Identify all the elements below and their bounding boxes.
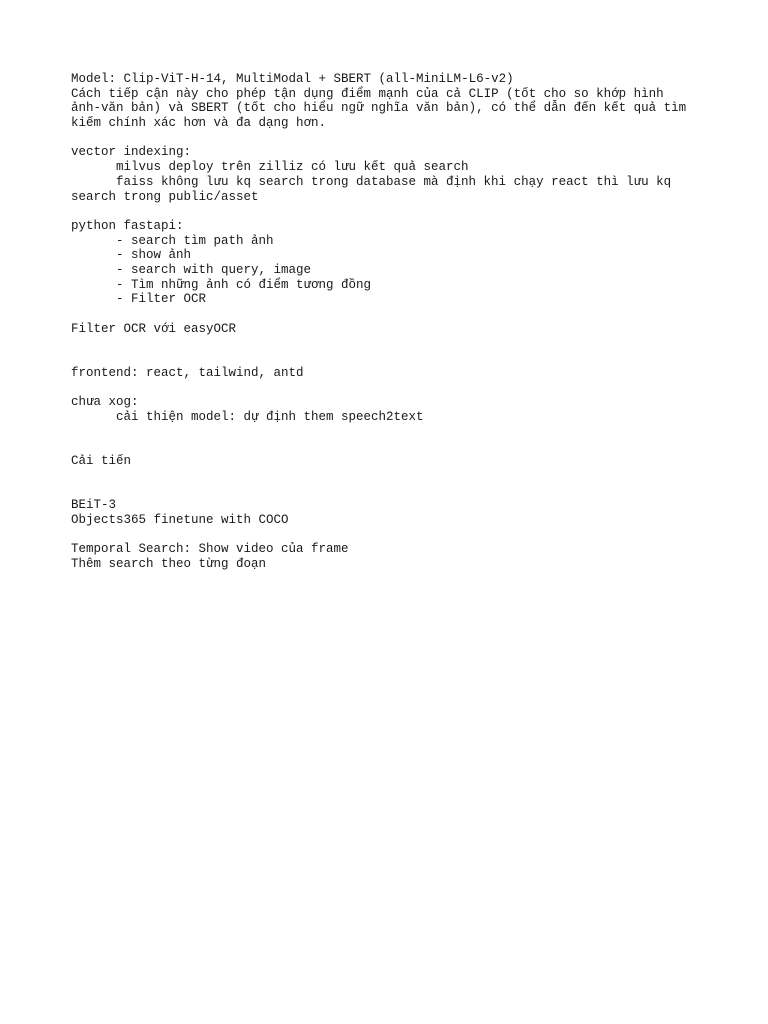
- spacer: [71, 469, 711, 498]
- faiss-note-continued: search trong public/asset: [71, 189, 259, 204]
- spacer: [71, 425, 711, 454]
- spacer: [71, 307, 711, 322]
- fastapi-item: - Tìm những ảnh có điểm tương đồng: [116, 277, 372, 292]
- model-description-line-2: ảnh-văn bản) và SBERT (tốt cho hiểu ngữ nghĩa văn bản), có thể dẫn đến kết quả tìm: [71, 101, 687, 116]
- ocr-line: Filter OCR với easyOCR: [71, 321, 237, 336]
- objects365-line: Objects365 finetune with COCO: [71, 512, 289, 527]
- segment-search-line: Thêm search theo từng đoạn: [71, 556, 267, 571]
- todo-heading: chưa xog:: [71, 395, 139, 410]
- vector-indexing-heading: vector indexing:: [71, 145, 192, 160]
- spacer: [71, 336, 711, 365]
- fastapi-heading: python fastapi:: [71, 218, 184, 233]
- spacer: [71, 131, 711, 146]
- milvus-note: milvus deploy trên zilliz có lưu kết quả search: [116, 160, 469, 175]
- fastapi-item: - Filter OCR: [116, 292, 207, 307]
- spacer: [71, 380, 711, 395]
- model-line: Model: Clip-ViT-H-14, MultiModal + SBERT (all-MiniLM-L6-v2): [71, 72, 514, 86]
- spacer: [71, 204, 711, 219]
- fastapi-item: - show ảnh: [116, 248, 192, 263]
- model-description-line-1: Cách tiếp cận này cho phép tận dụng điểm mạnh của cả CLIP (tốt cho so khớp hình: [71, 86, 664, 101]
- spacer: [71, 527, 711, 542]
- todo-item: cải thiện model: dự định them speech2text: [116, 409, 424, 424]
- fastapi-item: - search tìm path ảnh: [116, 233, 274, 248]
- document-page: [71, 72, 711, 571]
- model-description-line-3: kiếm chính xác hơn và đa dạng hơn.: [71, 116, 327, 131]
- improvements-heading: Cải tiến: [71, 453, 132, 468]
- faiss-note: faiss không lưu kq search trong database mà định khi chạy react thì lưu kq: [116, 174, 672, 189]
- temporal-search-line: Temporal Search: Show video của frame: [71, 542, 349, 557]
- frontend-line: frontend: react, tailwind, antd: [71, 365, 304, 380]
- beit-line: BEiT-3: [71, 497, 117, 512]
- fastapi-item: - search with query, image: [116, 262, 312, 277]
